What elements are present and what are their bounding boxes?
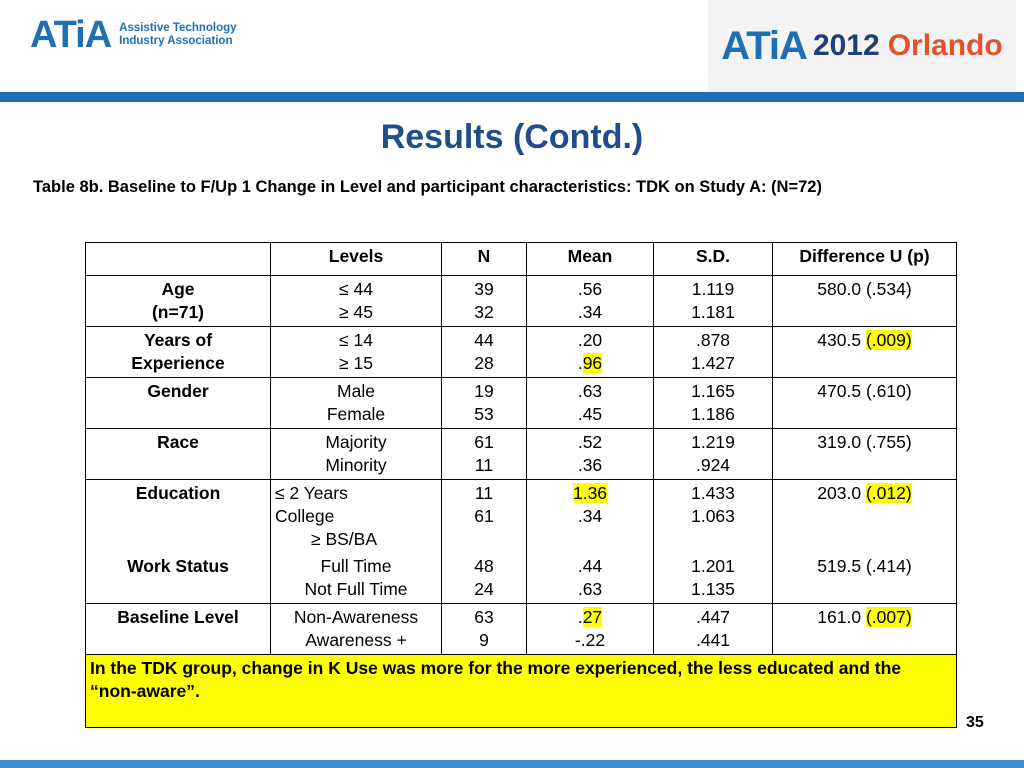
mean-cell: .56 .34 [527,276,654,327]
levels-cell: Majority Minority [271,429,442,480]
highlighted-mean: 96 [582,353,603,373]
highlighted-p-value: (.007) [865,607,912,627]
n-cell: 11 61 [442,480,527,554]
levels-cell: ≤ 44 ≥ 45 [271,276,442,327]
table-row [86,276,957,327]
levels-cell: ≤ 14 ≥ 15 [271,327,442,378]
summary-row [86,655,957,728]
page-number: 35 [966,714,984,731]
sd-cell: 1.219 .924 [654,429,773,480]
sd-cell: .447 .441 [654,604,773,655]
sd-cell: .878 1.427 [654,327,773,378]
page-title: Results (Contd.) [380,118,644,156]
row-label: Years of Experience [86,327,271,378]
levels-cell: ≤ 2 Years College ≥ BS/BA [271,480,442,554]
header-cell: N [442,243,527,276]
highlighted-p-value: (.009) [865,330,912,350]
atia-logo-line2: Industry Association [119,35,233,47]
highlighted-mean: 27 [582,607,603,627]
table-header-row [86,243,957,276]
header-band [0,92,1024,102]
mean-cell: .44 .63 [527,553,654,604]
table-caption: Table 8b. Baseline to F/Up 1 Change in Level and participant characteristics: TDK on Study A: (N=72) [33,178,822,196]
atia-2012-logo-year: 2012 [812,29,880,62]
row-label: Baseline Level [86,604,271,655]
levels-cell: Non-Awareness Awareness + [271,604,442,655]
n-cell: 39 32 [442,276,527,327]
mean-cell: .20 .96 [527,327,654,378]
atia-2012-logo-mark: ATiA [721,23,807,68]
highlighted-p-value: (.012) [865,483,912,503]
n-cell: 61 11 [442,429,527,480]
difference-cell: 519.5 (.414) [773,553,957,604]
row-label: Education [86,480,271,554]
mean-cell: .63 .45 [527,378,654,429]
header-cell [86,243,271,276]
atia-logo-mark: ATiA [30,14,112,56]
atia-logo-left [30,16,237,54]
header-cell: Mean [527,243,654,276]
difference-cell: 430.5 (.009) [773,327,957,378]
table-row [86,480,957,554]
row-label: Race [86,429,271,480]
n-cell: 63 9 [442,604,527,655]
row-label: Work Status [86,553,271,604]
table-row [86,553,957,604]
summary-text: In the TDK group, change in K Use was more for the more experienced, the less educated and the “non-aware”. [86,655,957,728]
row-label: Gender [86,378,271,429]
atia-2012-logo-city: Orlando [887,29,1003,62]
highlighted-mean: 1.36 [572,483,608,503]
sd-cell: 1.433 1.063 [654,480,773,554]
table-row [86,429,957,480]
difference-cell: 161.0 (.007) [773,604,957,655]
row-label: Age (n=71) [86,276,271,327]
mean-cell: .52 .36 [527,429,654,480]
difference-cell: 319.0 (.755) [773,429,957,480]
difference-cell: 470.5 (.610) [773,378,957,429]
n-cell: 48 24 [442,553,527,604]
n-cell: 19 53 [442,378,527,429]
sd-cell: 1.119 1.181 [654,276,773,327]
table-row [86,378,957,429]
header-cell: Difference U (p) [773,243,957,276]
footer-band [0,760,1024,768]
results-table [85,242,957,728]
levels-cell: Full Time Not Full Time [271,553,442,604]
sd-cell: 1.165 1.186 [654,378,773,429]
atia-logo-line1: Assistive Technology [119,22,237,34]
sd-cell: 1.201 1.135 [654,553,773,604]
difference-cell: 203.0 (.012) [773,480,957,554]
table-row [86,604,957,655]
levels-cell: Male Female [271,378,442,429]
table-row [86,327,957,378]
mean-cell: .27 -.22 [527,604,654,655]
atia-2012-orlando-logo [708,0,1016,92]
header-cell: Levels [271,243,442,276]
n-cell: 44 28 [442,327,527,378]
atia-logo-subtitle [119,22,236,48]
mean-cell: 1.36 .34 [527,480,654,554]
difference-cell: 580.0 (.534) [773,276,957,327]
header-cell: S.D. [654,243,773,276]
